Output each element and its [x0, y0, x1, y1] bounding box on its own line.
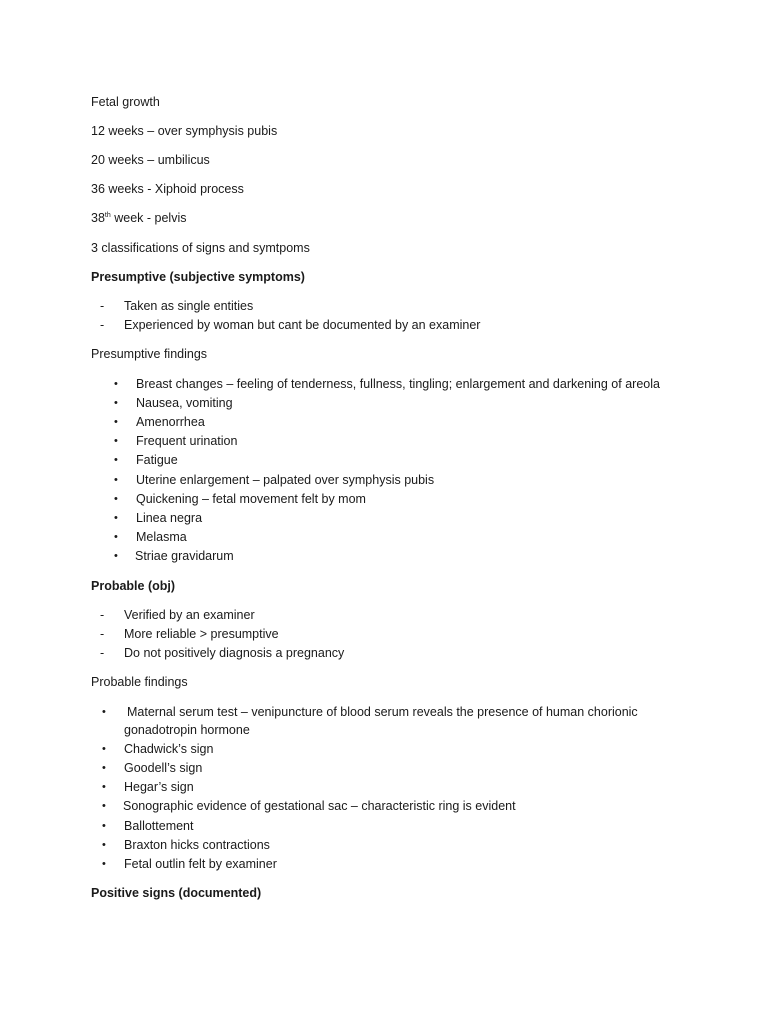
week-38-text: week - pelvis [110, 211, 187, 225]
dash-marker: - [100, 299, 105, 313]
bullet-marker: • [102, 781, 106, 793]
list-item-text: Uterine enlargement – palpated over symphysis pubis [136, 473, 435, 487]
week-38-number: 38 [91, 211, 105, 225]
week-38-line [91, 210, 186, 226]
presumptive-findings-title: Presumptive findings [91, 347, 208, 361]
presumptive-heading: Presumptive (subjective symptoms) [91, 270, 305, 284]
list-item-text: Fatigue [136, 453, 178, 467]
list-item-text: Chadwick’s sign [124, 742, 214, 756]
list-item-text: More reliable > presumptive [124, 627, 279, 641]
probable-heading: Probable (obj) [91, 579, 176, 593]
bullet-marker: • [114, 435, 118, 447]
list-item-text: Quickening – fetal movement felt by mom [136, 492, 366, 506]
list-item-text: Do not positively diagnosis a pregnancy [124, 646, 345, 660]
positive-signs-heading: Positive signs (documented) [91, 886, 262, 900]
bullet-marker: • [114, 550, 118, 562]
bullet-marker: • [102, 762, 106, 774]
fetal-growth-title: Fetal growth [91, 95, 160, 109]
bullet-marker: • [114, 493, 118, 505]
dash-marker: - [100, 646, 105, 660]
list-item-text: Amenorrhea [136, 415, 205, 429]
bullet-marker: • [102, 820, 106, 832]
bullet-marker: • [102, 743, 106, 755]
list-item-text: Striae gravidarum [135, 549, 234, 563]
list-item-text: Melasma [136, 530, 187, 544]
dash-marker: - [100, 608, 105, 622]
bullet-marker: • [114, 454, 118, 466]
list-item-text: Experienced by woman but cant be documented by an examiner [124, 318, 481, 332]
probable-findings-title: Probable findings [91, 675, 188, 689]
week-38-superscript: th [104, 211, 111, 219]
week-12-line: 12 weeks – over symphysis pubis [91, 124, 278, 138]
list-item-text: gonadotropin hormone [124, 723, 250, 737]
list-item-text: Nausea, vomiting [136, 396, 233, 410]
classifications-line: 3 classifications of signs and symtpoms [91, 241, 310, 255]
bullet-marker: • [102, 839, 106, 851]
dash-marker: - [100, 318, 105, 332]
bullet-marker: • [102, 800, 106, 812]
list-item-text: Ballottement [124, 819, 194, 833]
bullet-marker: • [114, 378, 118, 390]
list-item-text: Sonographic evidence of gestational sac – characteristic ring is evident [123, 799, 516, 813]
list-item-text: Frequent urination [136, 434, 238, 448]
bullet-marker: • [114, 474, 118, 486]
list-item-text: Maternal serum test – venipuncture of blood serum reveals the presence of human chorionic [127, 705, 638, 719]
list-item-text: Hegar’s sign [124, 780, 194, 794]
bullet-marker: • [114, 397, 118, 409]
bullet-marker: • [114, 416, 118, 428]
bullet-marker: • [102, 706, 106, 718]
week-36-line: 36 weeks - Xiphoid process [91, 182, 244, 196]
list-item-text: Verified by an examiner [124, 608, 255, 622]
list-item-text: Breast changes – feeling of tenderness, fullness, tingling; enlargement and darkening of areola [136, 377, 660, 391]
list-item-text: Fetal outlin felt by examiner [124, 857, 277, 871]
list-item-text: Goodell’s sign [124, 761, 203, 775]
list-item-text: Taken as single entities [124, 299, 254, 313]
dash-marker: - [100, 627, 105, 641]
bullet-marker: • [102, 858, 106, 870]
list-item-text: Linea negra [136, 511, 203, 525]
list-item-text: Braxton hicks contractions [124, 838, 270, 852]
week-20-line: 20 weeks – umbilicus [91, 153, 210, 167]
bullet-marker: • [114, 531, 118, 543]
bullet-marker: • [114, 512, 118, 524]
